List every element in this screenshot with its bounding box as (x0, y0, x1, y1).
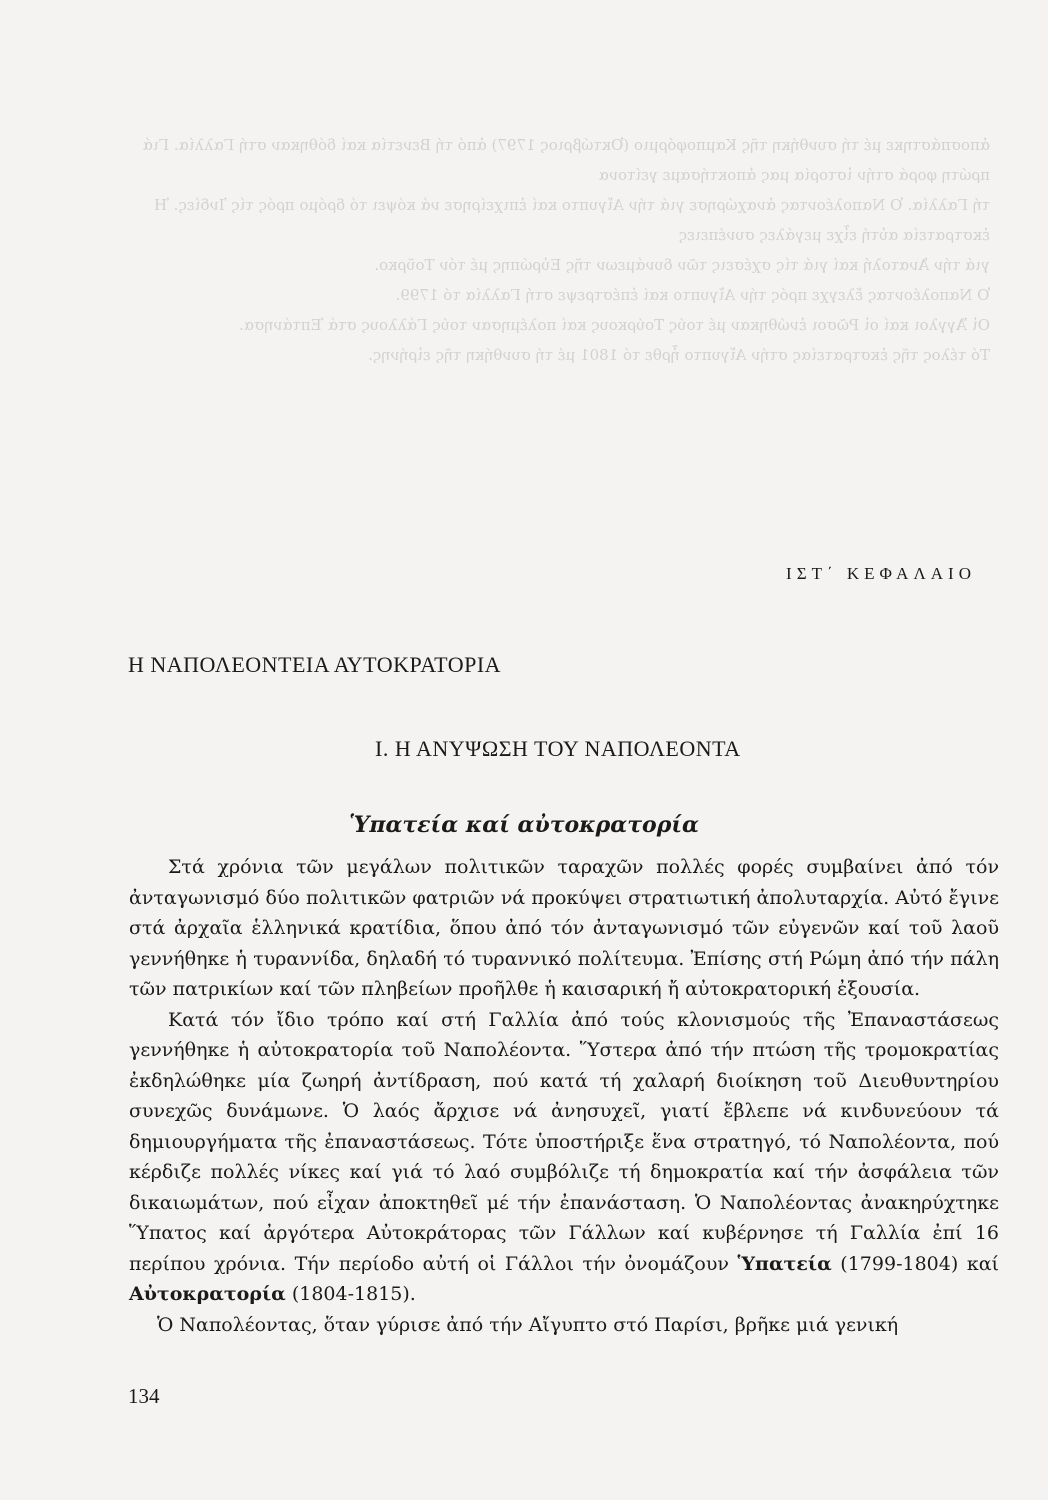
paragraph (129, 1005, 999, 1310)
paragraph-text: Κατά τόν ἴδιο τρόπο καί στή Γαλλία ἀπό τούς κλονισμούς τῆς Ἐπαναστάσεως γεννήθηκε ἡ αὐτοκρατορία τοῦ Ναπολέοντα. Ὕστερα ἀπό τήν πτώση τῆς τρομοκρατίας ἐκδηλώθηκε μία ζωηρή ἀντίδραση, πού κατά τή χαλαρή διοίκηση τοῦ Διευθυντηρίου συνεχῶς δυνάμωνε. Ὁ λαός ἄρχισε νά ἀνησυχεῖ, γιατί ἔβλεπε νά κινδυνεύουν τά δημιουργήματα τῆς ἐπαναστάσεως. Τότε ὑποστήριξε ἕνα στρατηγό, τό Ναπολέοντα, πού κέρδιζε πολλές νίκες καί γιά τό λαό συμβόλιζε τή δημοκρατία καί τήν ἀσφάλεια τῶν δικαιωμάτων, πού εἶχαν ἀποκτηθεῖ μέ τήν ἐπανάσταση. Ὁ Ναπολέοντας ἀνακηρύχτηκε Ὕπατος καί ἀργότερα Αὐτοκράτορας τῶν Γάλλων καί κυβέρνησε τή Γαλλία ἐπί 16 περίπου χρόνια. Τήν περίοδο αὐτή οἱ Γάλλοι τήν ὀνομάζουν (129, 1008, 999, 1275)
bleed-line: Ὁ Ναπολέοντας ἔλεγχε πρός τήν Αἴγυπτο καί ἐπέστρεψε στή Γαλλία τό 1799. (395, 286, 990, 304)
bleed-line: Οἱ Ἄγγλοι καί οἱ Ρῶσοι ἐνώθηκαν μέ τούς Τούρκους καί πολέμησαν τούς Γάλλους στά Ἑπτάνησα. (239, 316, 990, 334)
paragraph: Στά χρόνια τῶν μεγάλων πολιτικῶν ταραχῶν πολλές φορές συμβαίνει ἀπό τόν ἀνταγωνισμό δύο πολιτικῶν φατριῶν νά προκύψει στρατιωτική ἀπολυταρχία. Αὐτό ἔγινε στά ἀρχαῖα ἑλληνικά κρατίδια, ὅπου ἀπό τόν ἀνταγωνισμό τῶν εὐγενῶν καί τοῦ λαοῦ γεννήθηκε ἡ τυραννίδα, δηλαδή τό τυραννικό πολίτευμα. Ἐπίσης στή Ρώμη ἀπό τήν πάλη τῶν πατρικίων καί τῶν πληβείων προῆλθε ἡ καισαρική ἤ αὐτοκρατορική ἐξουσία. (129, 856, 999, 1000)
bleed-through-text (110, 130, 990, 370)
subsection-title: Ὑπατεία καί αὐτοκρατορία (349, 812, 699, 838)
bleed-line: γιά τήν Ἀνατολή καί γιά τίς σχέσεις τῶν δυνάμεων τῆς Εὐρώπης μέ τόν Τοῦρκο. (374, 256, 990, 274)
dates-autokratoria: (1804-1815). (291, 1283, 416, 1305)
body-text (129, 852, 999, 1340)
bleed-line: τή Γαλλία. Ὁ Ναπολέοντας ἀναχώρησε γιά τήν Αἴγυπτο καί ἐπιχείρησε νά κόψει τό δρόμο πρός τίς Ἰνδίες. Ἡ ἐκστρατεία αὐτή εἶχε μεγάλες συνέπειες (154, 196, 990, 244)
part-title: Η ΝΑΠΟΛΕΟΝΤΕΙΑ ΑΥΤΟΚΡΑΤΟΡΙΑ (128, 652, 502, 677)
chapter-heading: ΙΣΤ΄ ΚΕΦΑΛΑΙΟ (786, 564, 976, 583)
bleed-line: Τό τέλος τῆς ἐκστρατείας στήν Αἴγυπτο ἦρθε τό 1801 μέ τή συνθήκη τῆς εἰρήνης. (368, 346, 990, 364)
paragraph: Ὁ Ναπολέοντας, ὅταν γύρισε ἀπό τήν Αἴγυπτο στό Παρίσι, βρῆκε μιά γενική (157, 1313, 899, 1336)
term-autokratoria: Αὐτοκρατορία (129, 1283, 286, 1305)
section-title: Ι. Η ΑΝΥΨΩΣΗ ΤΟΥ ΝΑΠΟΛΕΟΝΤΑ (375, 736, 741, 761)
page-number: 134 (128, 1384, 160, 1408)
bleed-line: ἀποσπάστηκε μέ τή συνθήκη τῆς Καμποφόρμιο (Ὀκτώβριος 1797) ἀπό τή Βενετία καί δόθηκαν στή Γαλλία. Γιά πρώτη φορά στήν ἱστορία μας ἀποκτήσαμε γείτονα (142, 136, 990, 184)
dates-hypateia: (1799-1804) καί (840, 1252, 999, 1275)
term-hypateia: Ὑπατεία (737, 1252, 832, 1275)
